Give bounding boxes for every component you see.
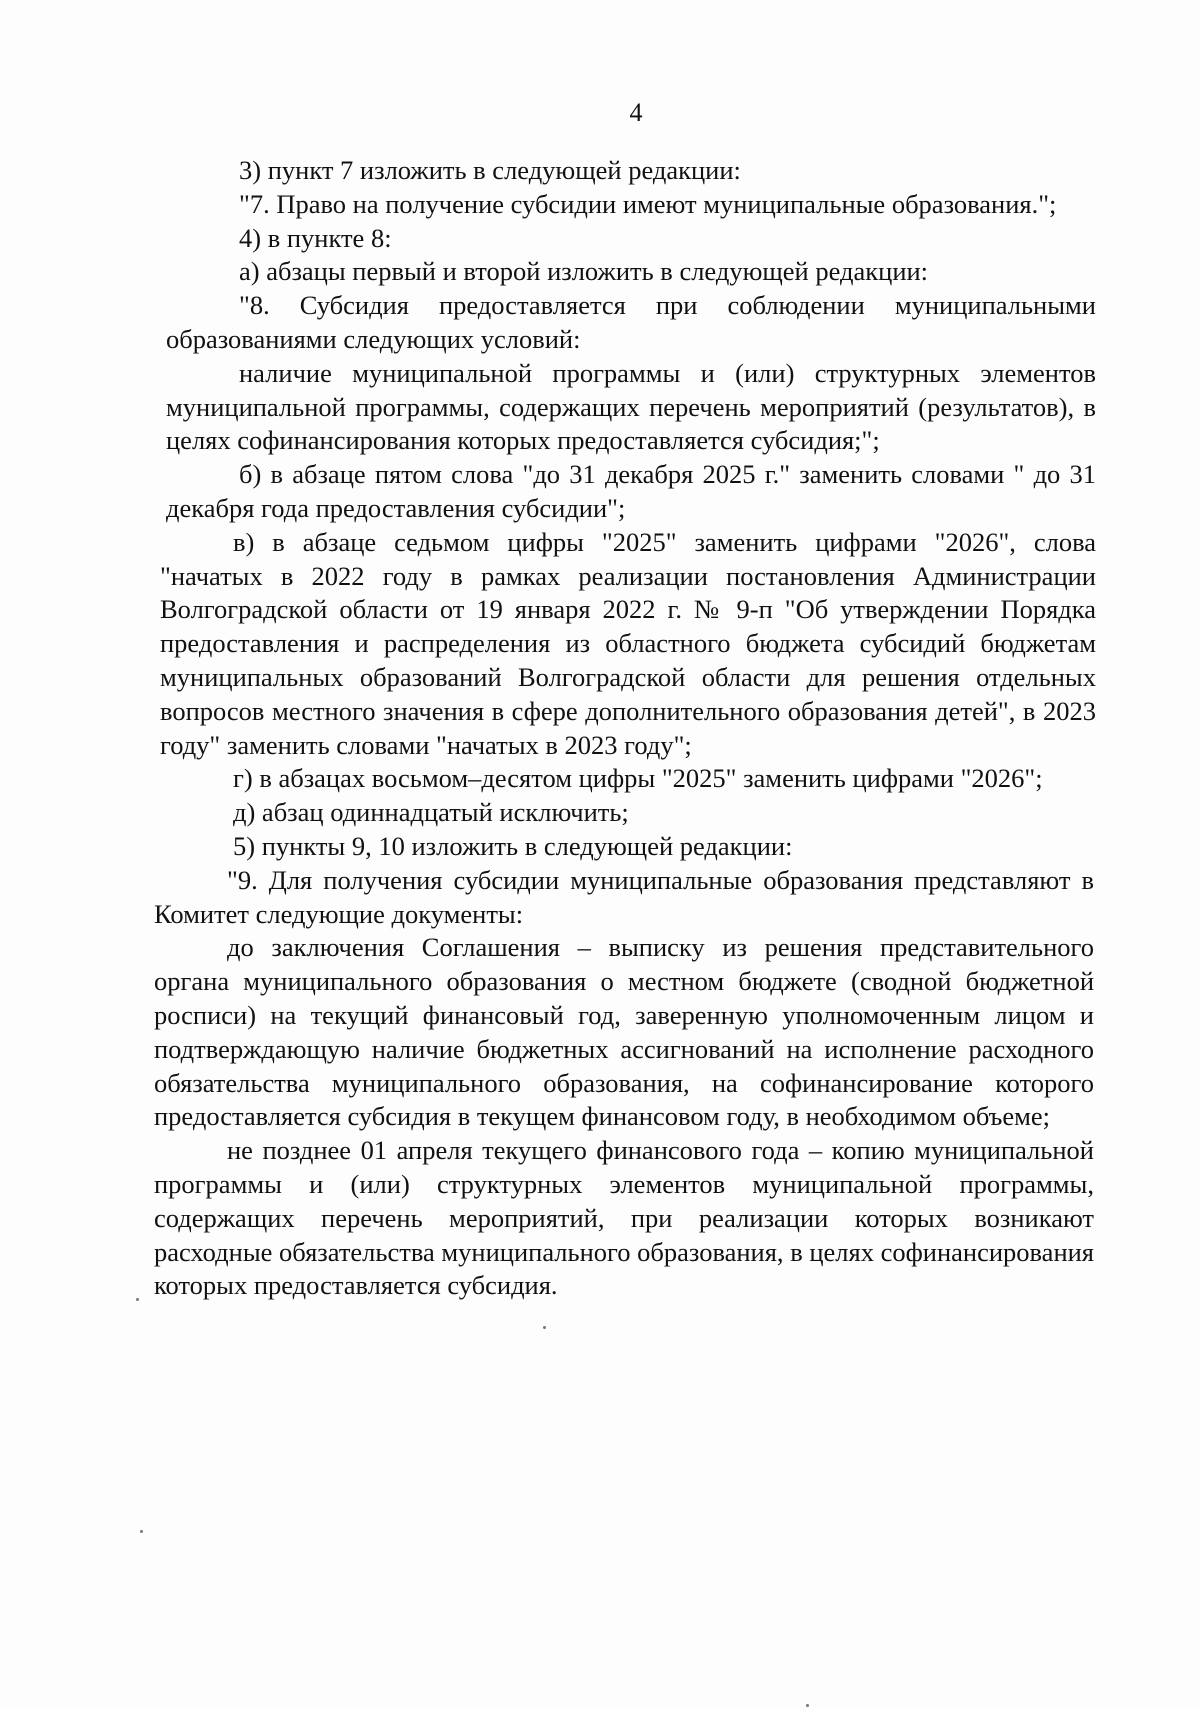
- paragraph-subitem-g: г) в абзацах восьмом–десятом цифры "2025" заменить цифрами "2026";: [233, 763, 1043, 794]
- page-number: 4: [629, 98, 643, 127]
- scan-speck: [543, 1326, 546, 1329]
- paragraph-item-9-text: "9. Для получения субсидии муниципальные образования представляют в Комитет следующие документы:: [154, 864, 1094, 929]
- scan-speck: [806, 1704, 809, 1707]
- paragraph-documents-april: не позднее 01 апреля текущего финансового года – копию муниципальной программы и (или) структурных элементов муниципальной программы, содержащих перечень мероприятий, при реализации которых возникают расходные обязательства муниципального образования, в целях софинансирования которых предоставляется субсидия.: [154, 1135, 1094, 1301]
- scan-speck: [140, 1530, 143, 1533]
- paragraph-subitem-a: а) абзацы первый и второй изложить в следующей редакции:: [239, 256, 929, 287]
- paragraph-item-8-intro: 4) в пункте 8:: [239, 222, 392, 253]
- paragraph-condition: наличие муниципальной программы и (или) структурных элементов муниципальной программы, содержащих перечень мероприятий (результатов), в целях софинансирования которых предоставляется субсидия;";: [166, 357, 1096, 456]
- paragraph-item-7-intro: 3) пункт 7 изложить в следующей редакции:: [239, 155, 741, 185]
- paragraph-documents-before-agreement: до заключения Соглашения – выписку из решения представительного органа муниципального образования о местном бюджете (сводной бюджетной росписи) на текущий финансовый год, заверенную уполномоченным лицом и подтверждающую наличие бюджетных ассигнований на исполнение расходного обязательства муниципального образования, на софинансирование которого предоставляется субсидия в текущем финансовом году, в необходимом объеме;: [154, 932, 1094, 1132]
- paragraph-item-8-text: "8. Субсидия предоставляется при соблюдении муниципальными образованиями следующих условий:: [166, 290, 1096, 354]
- paragraph-subitem-d: д) абзац одиннадцатый исключить;: [233, 797, 629, 828]
- paragraph-subitem-v: в) в абзаце седьмом цифры "2025" заменить цифрами "2026", слова "начатых в 2022 году в рамках реализации постановления Администрации Волгоградской области от 19 января 2022 г. № 9-п "Об утверждении Порядка предоставления и распределения из областного бюджета субсидий бюджетам муниципальных образований Волгоградской области для решения отдельных вопросов местного значения в сфере дополнительного образования детей", в 2023 году" заменить словами "начатых в 2023 году";: [160, 526, 1096, 760]
- scan-speck: [136, 1298, 139, 1301]
- paragraph-items-9-10-intro: 5) пункты 9, 10 изложить в следующей редакции:: [233, 830, 793, 861]
- paragraph-subitem-b: б) в абзаце пятом слова "до 31 декабря 2025 г." заменить словами " до 31 декабря года предоставления субсидии";: [166, 459, 1096, 523]
- document-body: [154, 154, 1096, 1303]
- paragraph-item-7-text: "7. Право на получение субсидии имеют муниципальные образования.";: [239, 188, 1057, 219]
